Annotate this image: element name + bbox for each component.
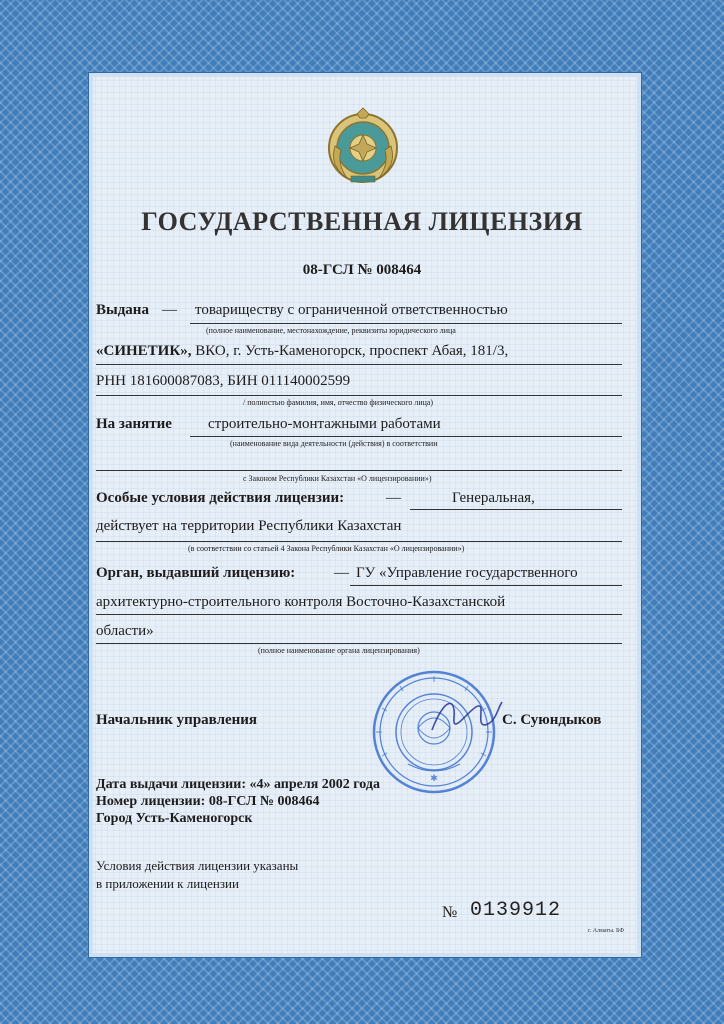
state-emblem-icon	[323, 106, 403, 186]
authority-label: Орган, выдавший лицензию:	[96, 565, 296, 581]
company-ids: РНН 181600087083, БИН 011140002599	[96, 373, 351, 389]
document-title: ГОСУДАРСТВЕННАЯ ЛИЦЕНЗИЯ	[141, 207, 583, 236]
issue-date: Дата выдачи лицензии: «4» апреля 2002 года	[96, 777, 380, 792]
conditions-value-1: Генеральная,	[452, 490, 535, 506]
activity-label: На занятие	[96, 416, 172, 432]
license-number: Номер лицензии: 08-ГСЛ № 008464	[96, 794, 320, 809]
printer-mark: г. Алматы. БФ	[588, 928, 625, 934]
signatory-name: С. Суюндыков	[502, 712, 602, 728]
issued-dash: —	[162, 302, 177, 318]
activity-hint-2: с Законом Республики Казахстан «О лицензировании»)	[243, 474, 432, 483]
conditions-dash: —	[386, 490, 401, 506]
authority-value-2: архитектурно-строительного контроля Восточно-Казахстанской	[96, 594, 506, 610]
authority-value-1: ГУ «Управление государственного	[356, 565, 578, 581]
authority-dash: —	[334, 565, 349, 581]
conditions-value-2: действует на территории Республики Казахстан	[96, 518, 402, 534]
conditions-hint: (в соответствии со статьей 4 Закона Республики Казахстан «О лицензировании»)	[188, 544, 465, 553]
conditions-label: Особые условия действия лицензии:	[96, 490, 345, 506]
company-address: ВКО, г. Усть-Каменогорск, проспект Абая, 181/3,	[191, 343, 509, 359]
company-name: «СИНЕТИК»,	[96, 343, 192, 359]
serial-number: 0139912	[470, 899, 562, 922]
svg-text:✱: ✱	[430, 773, 438, 783]
authority-value-3: области»	[96, 623, 154, 639]
authority-hint: (полное наименование органа лицензирования)	[258, 646, 420, 655]
serial-sign: №	[442, 904, 458, 921]
issued-value-line1: товариществу с ограниченной ответственностью	[195, 302, 508, 318]
activity-value: строительно-монтажными работами	[208, 416, 441, 432]
issued-hint-1: (полное наименование, местонахождение, реквизиты юридического лица	[206, 326, 456, 335]
issued-company-line	[96, 343, 508, 360]
note-line-1: Условия действия лицензии указаны	[96, 858, 299, 873]
license-code: 08-ГСЛ № 008464	[302, 262, 422, 278]
issued-label: Выдана	[96, 302, 149, 318]
issue-city: Город Усть-Каменогорск	[96, 811, 253, 826]
note-line-2: в приложении к лицензии	[96, 876, 239, 891]
handwritten-signature-icon	[426, 688, 506, 748]
activity-hint-1: (наименование вида деятельности (действия) в соответствии	[230, 439, 438, 448]
issued-hint-2: / полностью фамилия, имя, отчество физического лица)	[243, 398, 434, 407]
signatory-position: Начальник управления	[96, 712, 258, 728]
